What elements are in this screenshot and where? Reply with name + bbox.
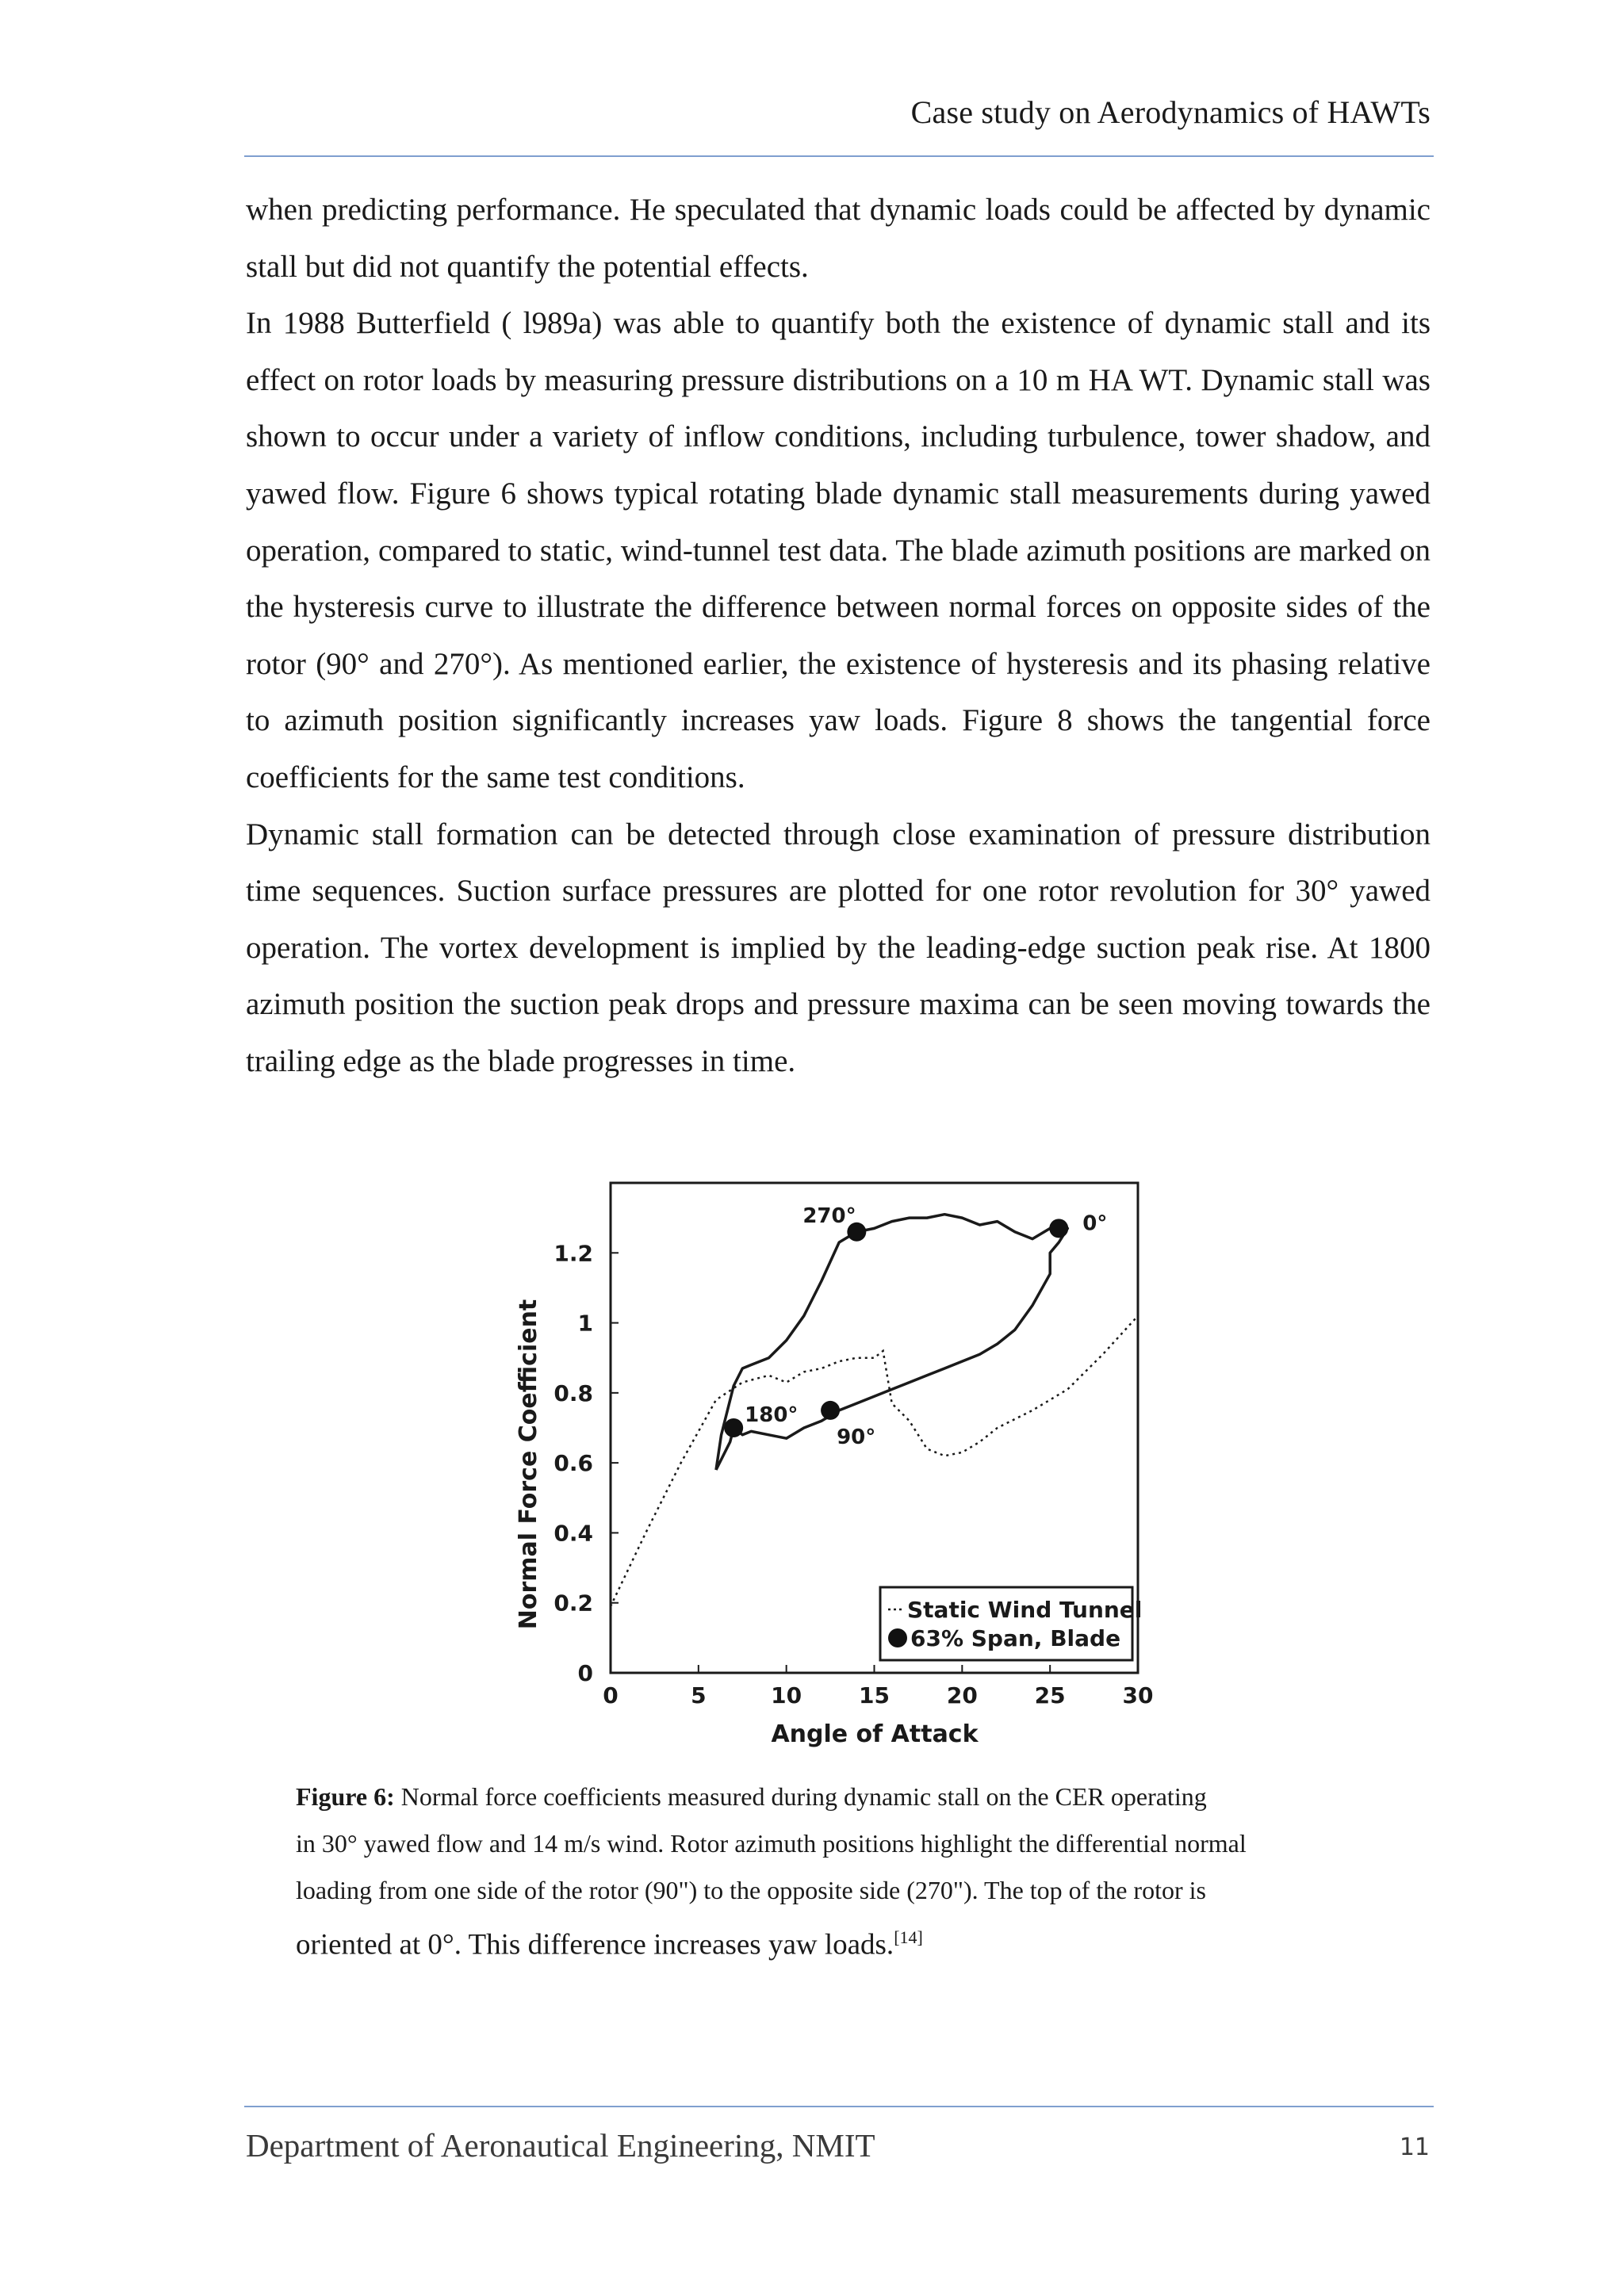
caption-label: Figure 6: bbox=[296, 1782, 395, 1811]
legend-blade-swatch bbox=[888, 1628, 907, 1647]
x-tick-label: 5 bbox=[691, 1682, 707, 1709]
x-axis-label: Angle of Attack bbox=[771, 1720, 979, 1748]
y-axis-label: Normal Force Coefficient bbox=[515, 1299, 542, 1630]
x-tick-label: 0 bbox=[603, 1682, 619, 1709]
x-tick-label: 30 bbox=[1122, 1682, 1154, 1709]
paragraph: when predicting performance. He speculated that dynamic loads could be affected by dynamic stall but did not quantify the potential effects. bbox=[246, 193, 1431, 284]
caption-line: loading from one side of the rotor (90") to the opposite side (270"). The top of the rotor is bbox=[296, 1876, 1206, 1904]
azimuth-marker bbox=[821, 1401, 840, 1420]
azimuth-label: 180° bbox=[745, 1403, 799, 1427]
normal-force-chart bbox=[508, 1173, 1166, 1760]
azimuth-label: 0° bbox=[1082, 1211, 1108, 1236]
y-tick-label: 0.2 bbox=[553, 1590, 593, 1617]
x-tick-label: 25 bbox=[1034, 1682, 1066, 1709]
y-tick-label: 1.2 bbox=[553, 1240, 593, 1267]
footer-rule bbox=[244, 2106, 1434, 2107]
page-number: 11 bbox=[1399, 2133, 1430, 2161]
running-header: Case study on Aerodynamics of HAWTs bbox=[910, 94, 1431, 130]
figure-6 bbox=[508, 1173, 1166, 1760]
x-tick-label: 20 bbox=[946, 1682, 978, 1709]
caption-line: oriented at 0°. This difference increases yaw loads. bbox=[296, 1928, 894, 1961]
paragraph: Dynamic stall formation can be detected through close examination of pressure distribution time sequences. Suction surface pressures are plotted for one rotor revolution for 30° yawed operation. The vortex development is implied by the leading-edge suction peak rise. At 1800 azimuth position the suction peak drops and pressure maxima can be seen moving towards the trailing edge as the blade progresses in time. bbox=[246, 817, 1431, 1078]
citation-ref: [14] bbox=[894, 1927, 923, 1947]
azimuth-marker bbox=[724, 1418, 743, 1437]
azimuth-label: 90° bbox=[837, 1425, 876, 1449]
y-tick-label: 1 bbox=[577, 1310, 593, 1337]
caption-line: Normal force coefficients measured during dynamic stall on the CER operating bbox=[394, 1782, 1207, 1811]
azimuth-label: 270° bbox=[802, 1203, 856, 1228]
y-tick-label: 0.6 bbox=[553, 1450, 593, 1477]
x-tick-label: 15 bbox=[859, 1682, 890, 1709]
series-63-span-blade bbox=[716, 1215, 1067, 1470]
y-tick-label: 0 bbox=[577, 1660, 593, 1686]
footer-department: Department of Aeronautical Engineering, NMIT bbox=[246, 2127, 875, 2164]
legend-entry: 63% Span, Blade bbox=[910, 1625, 1121, 1651]
caption-line: in 30° yawed flow and 14 m/s wind. Rotor azimuth positions highlight the differential normal bbox=[296, 1829, 1247, 1858]
paragraph: In 1988 Butterfield ( l989a) was able to quantify both the existence of dynamic stall and its effect on rotor loads by measuring pressure distributions on a 10 m HA WT. Dynamic stall was shown to occur under a variety of inflow conditions, including turbulence, tower shadow, and yawed flow. Figure 6 shows typical rotating blade dynamic stall measurements during yawed operation, compared to static, wind-tunnel test data. The blade azimuth positions are marked on the hysteresis curve to illustrate the difference between normal forces on opposite sides of the rotor (90° and 270°). As mentioned earlier, the existence of hysteresis and its phasing relative to azimuth position significantly increases yaw loads. Figure 8 shows the tangential force coefficients for the same test conditions. bbox=[246, 306, 1431, 794]
figure-caption bbox=[296, 1774, 1342, 1968]
header-rule bbox=[244, 155, 1434, 157]
azimuth-marker bbox=[1049, 1219, 1068, 1238]
y-tick-label: 0.4 bbox=[553, 1520, 593, 1547]
body-text bbox=[246, 182, 1431, 1090]
series-static-wind-tunnel bbox=[611, 1316, 1138, 1606]
y-tick-label: 0.8 bbox=[553, 1380, 593, 1406]
x-tick-label: 10 bbox=[771, 1682, 802, 1709]
legend-entry: Static Wind Tunnel bbox=[907, 1597, 1143, 1623]
